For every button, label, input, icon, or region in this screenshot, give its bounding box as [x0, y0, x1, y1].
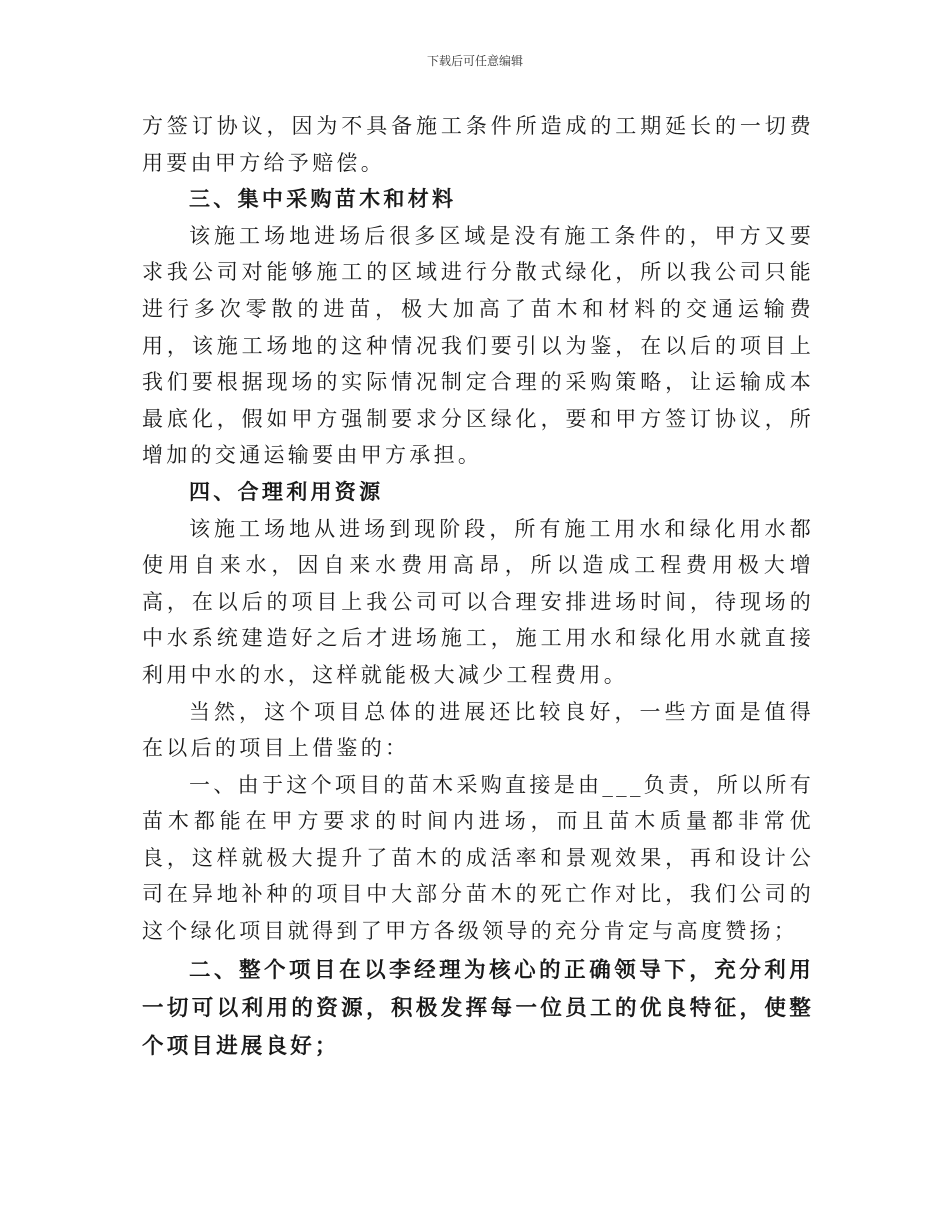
document-body	[142, 108, 814, 1066]
page-header: 下载后可任意编辑	[426, 54, 523, 68]
paragraph-procurement: 该施工场地进场后很多区域是没有施工条件的，甲方又要求我公司对能够施工的区域进行分散式绿化，所以我公司只能进行多次零散的进苗，极大加高了苗木和材料的交通运输费用，该施工场地的这种情况我们要引以为鉴，在以后的项目上我们要根据现场的实际情况制定合理的采购策略，让运输成本最底化，假如甲方强制要求分区绿化，要和甲方签订协议，所增加的交通运输要由甲方承担。	[142, 223, 814, 468]
section-heading-4: 四、合理利用资源	[189, 478, 384, 504]
paragraph-resources: 该施工场地从进场到现阶段，所有施工用水和绿化用水都使用自来水，因自来水费用高昂，所以造成工程费用极大增高，在以后的项目上我公司可以合理安排进场时间，待现场的中水系统建造好之后才进场施工，施工用水和绿化用水就直接利用中水的水，这样就能极大减少工程费用。	[142, 516, 814, 687]
paragraph-point-2: 二、整个项目在以李经理为核心的正确领导下，充分利用一切可以利用的资源，积极发挥每一位员工的优良特征，使整个项目进展良好；	[142, 957, 814, 1059]
section-heading-3: 三、集中采购苗木和材料	[189, 186, 457, 212]
paragraph-point-1: 一、由于这个项目的苗木采购直接是由___负责，所以所有苗木都能在甲方要求的时间内进场，而且苗木质量都非常优良，这样就极大提升了苗木的成活率和景观效果，再和设计公司在异地补种的项目中大部分苗木的死亡作对比，我们公司的这个绿化项目就得到了甲方各级领导的充分肯定与高度赞扬；	[142, 772, 814, 944]
paragraph-summary: 当然，这个项目总体的进展还比较良好，一些方面是值得在以后的项目上借鉴的：	[142, 699, 814, 761]
paragraph-continuation: 方签订协议，因为不具备施工条件所造成的工期延长的一切费用要由甲方给予赔偿。	[142, 114, 814, 175]
